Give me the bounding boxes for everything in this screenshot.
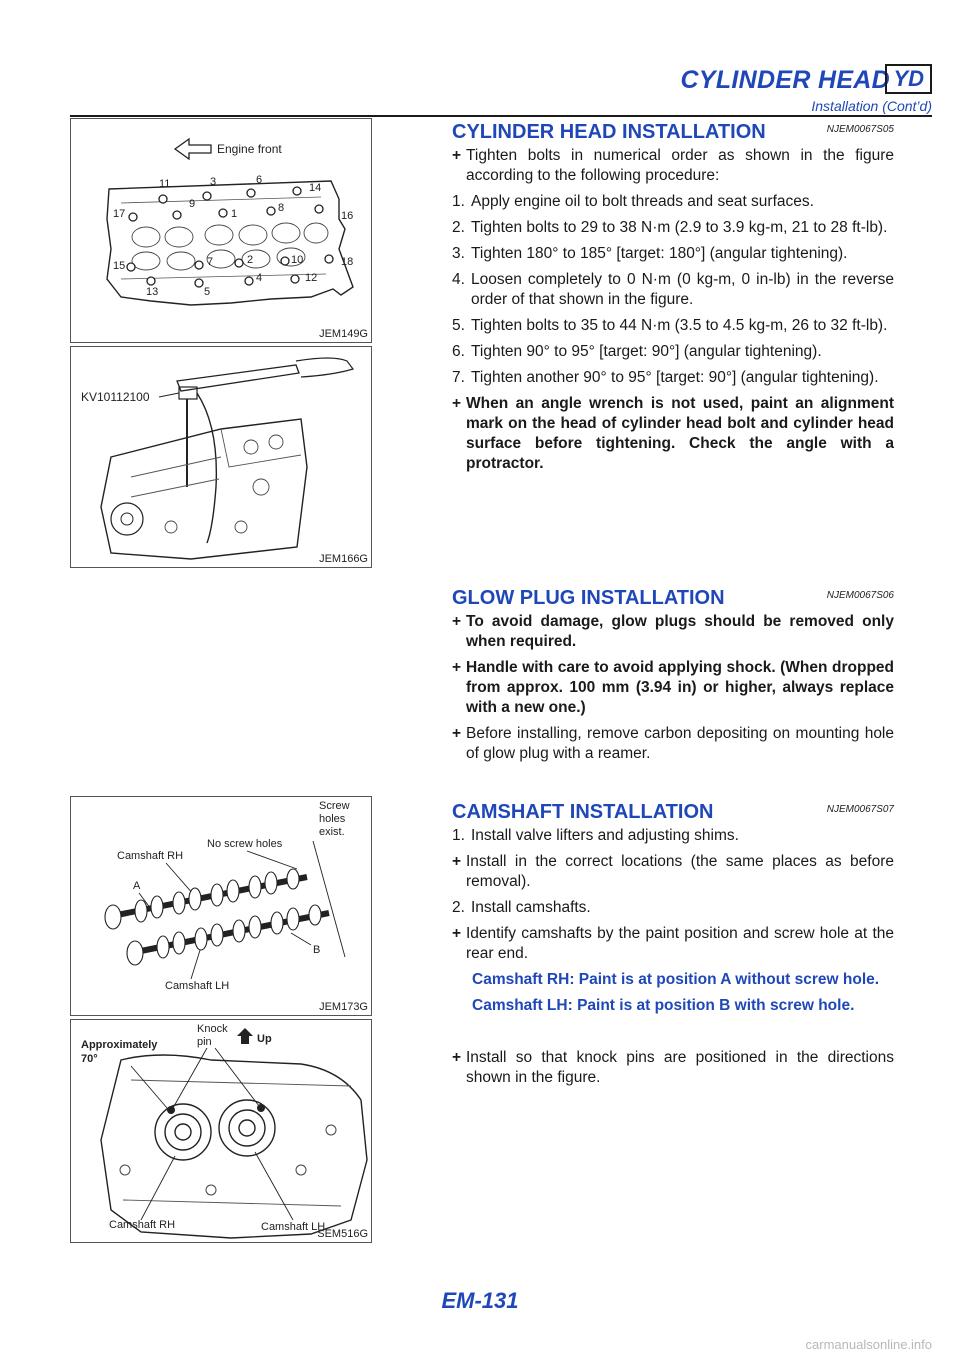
figure-angle-wrench [70,346,372,568]
bullet-marker: + [452,853,462,870]
bolt-number: 16 [341,210,354,222]
up-arrow-icon [237,1028,253,1044]
step-number: 6. [452,343,465,360]
figure-code: JEM166G [319,553,368,565]
bullet-marker: + [452,147,462,164]
page-number: EM-131 [441,1288,519,1313]
step-number: 2. [452,219,465,236]
section-title [452,586,894,610]
bullet-marker: + [452,395,462,412]
hand-shape [296,358,353,377]
label-exist: exist. [319,826,345,838]
section-title [452,800,894,824]
bolt-number: 13 [146,286,159,298]
label-screw: Screw [319,800,350,812]
figure-knock-pins [70,1019,372,1243]
bolt-number: 12 [305,272,318,284]
step-number: 2. [452,899,465,916]
label-up: Up [257,1033,272,1045]
bullet-text: Tighten bolts in numerical order as shown in the figure according to the following procedure: [466,147,894,184]
bullet-text: Identify camshafts by the paint position and screw hole at the rear end. [466,925,894,962]
step-item [452,218,894,238]
bolt-number: 6 [256,174,263,186]
bolt-number: 2 [247,254,254,266]
bullet-item [452,146,894,186]
label-knock: Knock [197,1023,228,1035]
label-camshaft-rh: Camshaft RH [117,850,184,862]
section-glow-plug-installation [452,586,894,764]
bolt-holes [120,1125,336,1195]
figure-camshafts [70,796,372,1016]
section-title-text: CYLINDER HEAD INSTALLATION [452,121,766,143]
label-holes: holes [319,813,346,825]
bullet-item [452,724,894,764]
bolt-order-diagram [71,119,373,344]
step-text: Install camshafts. [471,899,591,916]
step-item [452,316,894,336]
step-text: Loosen completely to 0 N·m (0 kg-m, 0 in-lb) in the reverse order of that shown in the figure. [471,271,894,308]
label-no-screw-holes: No screw holes [207,838,283,850]
step-text: Tighten 180° to 185° [target: 180°] (angular tightening). [471,245,848,262]
figure-code: JEM173G [319,1001,368,1013]
angle-wrench-diagram [71,347,373,569]
step-number: 5. [452,317,465,334]
label-pin: pin [197,1036,212,1048]
bullet-marker: + [452,659,462,676]
step-text: Install valve lifters and adjusting shims. [471,827,739,844]
step-item [452,270,894,310]
section-title-text: CAMSHAFT INSTALLATION [452,801,714,823]
label-camshaft-rh: Camshaft RH [109,1219,176,1231]
label-camshaft-lh: Camshaft LH [261,1221,326,1233]
gauge-arm [197,393,216,543]
bolt-number: 14 [309,182,322,194]
figure-code: SEM516G [317,1228,368,1240]
label-b: B [313,944,321,956]
bullet-item [452,1048,894,1088]
leader-line [159,393,179,397]
bullet-marker: + [452,925,462,942]
bolt-number: 18 [341,256,354,268]
figure-bolt-order [70,118,372,343]
header-rule [70,115,932,117]
engine-block-outline [101,419,307,559]
bullet-text: When an angle wrench is not used, paint an alignment mark on the head of cylinder head bolt and cylinder head surface before tightening. Check the angle with a protractor. [466,395,894,472]
section-title-text: GLOW PLUG INSTALLATION [452,587,725,609]
step-number: 7. [452,369,465,386]
step-item [452,826,894,846]
step-item [452,342,894,362]
bolt-number: 11 [159,178,171,190]
watermark-link[interactable]: carmanualsonline.info [805,1337,932,1352]
label-approximately: Approximately [81,1039,158,1051]
bullet-item [452,852,894,892]
pulley-shape [111,503,143,535]
bullet-marker: + [452,1049,462,1066]
step-item [452,898,894,918]
section-camshaft-installation [452,800,894,1088]
step-text: Tighten bolts to 35 to 44 N·m (3.5 to 4.5 kg-m, 26 to 32 ft-lb). [471,317,888,334]
section-code: NJEM0067S05 [826,124,894,135]
bullet-marker: + [452,725,462,742]
step-item [452,244,894,264]
spec-camshaft-lh: Camshaft LH: Paint is at position B with screw hole. [472,997,855,1014]
figure-code: JEM149G [319,328,368,340]
step-text: Apply engine oil to bolt threads and seat surfaces. [471,193,814,210]
bolt-number: 15 [113,260,126,272]
section-code: NJEM0067S06 [826,590,894,601]
step-number: 1. [452,827,465,844]
engine-code-box: YD [885,64,932,94]
bolt-number: 10 [291,254,304,266]
step-item [452,368,894,388]
engine-detail-circles [165,435,283,533]
bolt-number: 3 [210,176,217,188]
bolt-number: 9 [189,198,196,210]
engine-front-arrow-icon [175,139,211,159]
bolt-number: 1 [231,208,238,220]
bullet-marker: + [452,613,462,630]
section-cylinder-head-installation [452,120,894,474]
label-a: A [133,880,141,892]
bullet-text: Install so that knock pins are positioned in the directions shown in the figure. [466,1049,894,1086]
step-text: Tighten 90° to 95° [target: 90°] (angular tightening). [471,343,822,360]
section-code: NJEM0067S07 [826,804,894,815]
bullet-item [452,394,894,474]
bolt-number: 7 [207,256,214,268]
section-header-subtitle: Installation (Cont’d) [811,98,932,114]
pulley-hub [121,513,133,525]
bullet-text: To avoid damage, glow plugs should be removed only when required. [466,613,894,650]
step-number: 1. [452,193,465,210]
spec-camshaft-rh: Camshaft RH: Paint is at position A without screw hole. [472,971,880,988]
tool-number-label: KV10112100 [81,390,150,404]
bolt-number: 17 [113,208,126,220]
step-number: 4. [452,271,465,288]
bullet-text: Handle with care to avoid applying shock. (When dropped from approx. 100 mm (3.94 in) or higher, always replace with a new one.) [466,659,894,716]
bolt-number: 8 [278,202,285,214]
step-text: Tighten another 90° to 95° [target: 90°] (angular tightening). [471,369,879,386]
label-camshaft-lh: Camshaft LH [165,980,230,992]
step-text: Tighten bolts to 29 to 38 N·m (2.9 to 3.9 kg-m, 21 to 28 ft-lb). [471,219,888,236]
step-item [452,192,894,212]
bullet-item [452,924,894,964]
bullet-text: Install in the correct locations (the same places as before removal). [466,853,894,890]
camshaft-diagram [71,797,373,1017]
section-header-title: CYLINDER HEAD [680,66,890,94]
bullet-item [452,612,894,652]
bolt-number: 4 [256,272,263,284]
knock-pin-diagram [71,1020,373,1244]
label-70-degrees: 70° [81,1053,98,1065]
step-number: 3. [452,245,465,262]
section-title [452,120,894,144]
bullet-text: Before installing, remove carbon depositing on mounting hole of glow plug with a reamer. [466,725,894,762]
bolt-number: 5 [204,286,211,298]
engine-front-label: Engine front [217,142,282,156]
bullet-item [452,658,894,718]
